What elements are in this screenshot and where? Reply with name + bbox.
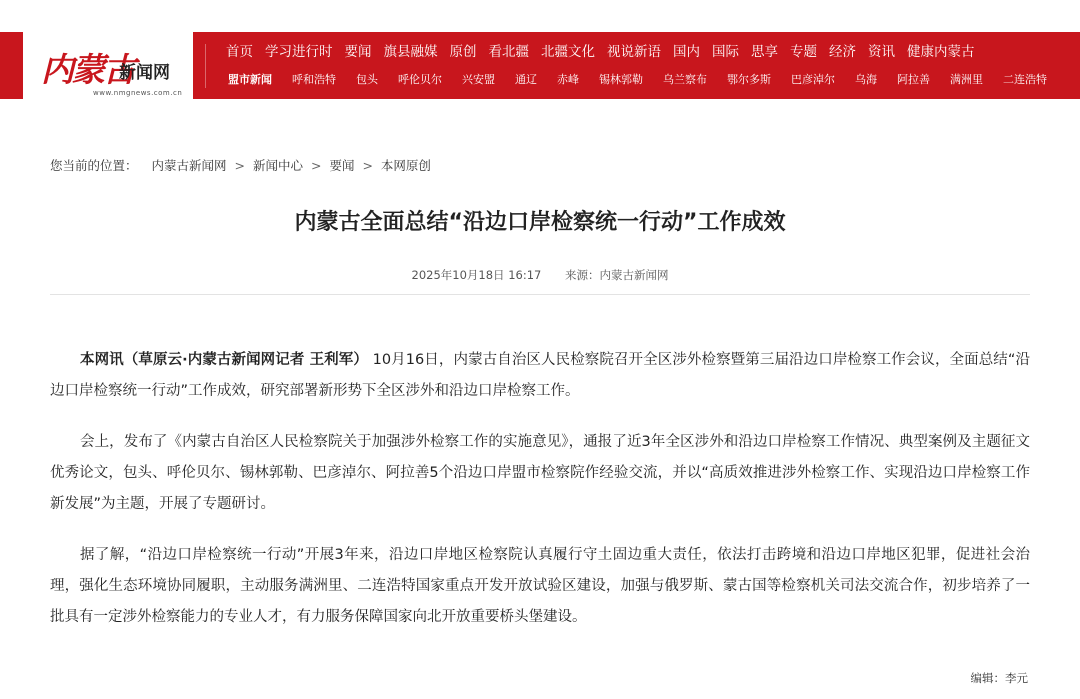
breadcrumb-news-center[interactable]: 新闻中心	[252, 158, 303, 173]
logo-name-small: 新闻网	[119, 63, 170, 83]
article-source: 来源：内蒙古新闻网	[565, 268, 669, 282]
nav-item-domestic[interactable]: 国内	[673, 44, 700, 60]
article-title: 内蒙古全面总结“沿边口岸检察统一行动”工作成效	[294, 210, 786, 235]
primary-nav	[226, 42, 987, 62]
article-paragraph-2: 会上，发布了《内蒙古自治区人民检察院关于加强涉外检察工作的实施意见》，通报了近3年全区涉外和沿边口岸检察工作情况、典型案例及主题征文优秀论文，包头、呼伦贝尔、锡林郭勒、巴彦淖尔、阿拉善5个沿边口岸盟市检察院作经验交流，并以“高质效推进涉外检察工作、实现沿边口岸检察工作新发展”为主题，开展了专题研讨。	[50, 434, 1030, 512]
breadcrumb-original[interactable]: 本网原创	[380, 158, 431, 173]
article-paragraph-1-text: 10月16日，内蒙古自治区人民检察院召开全区涉外检察暨第三届沿边口岸检察工作会议，全面总结“沿边口岸检察统一行动”工作成效，研究部署新形势下全区涉外和沿边口岸检察工作。	[50, 352, 1030, 399]
article-meta	[0, 267, 1080, 283]
nav-item-health[interactable]: 健康内蒙古	[907, 44, 975, 60]
nav-item-bayannur[interactable]: 巴彦淖尔	[791, 73, 835, 86]
nav-item-ordos[interactable]: 鄂尔多斯	[727, 73, 771, 86]
nav-item-original[interactable]: 原创	[449, 44, 477, 60]
nav-item-erenhot[interactable]: 二连浩特	[1003, 73, 1047, 86]
nav-divider	[205, 44, 206, 88]
nav-item-manzhouli[interactable]: 满洲里	[950, 73, 983, 86]
nav-item-home[interactable]: 首页	[226, 44, 253, 60]
article-editor: 编辑：李元	[970, 671, 1028, 685]
nav-item-thoughts[interactable]: 思享	[751, 44, 778, 60]
secondary-nav	[228, 71, 1067, 89]
nav-item-hulunbuir[interactable]: 呼伦贝尔	[398, 73, 442, 86]
nav-item-north-culture[interactable]: 北疆文化	[541, 44, 595, 60]
title-divider	[50, 294, 1030, 295]
logo-url: www.nmgnews.com.cn	[93, 89, 183, 97]
breadcrumb	[50, 156, 431, 174]
article-lead: 本网讯（草原云·内蒙古新闻网记者 王利军）	[80, 352, 368, 368]
breadcrumb-separator: >	[234, 158, 245, 173]
nav-item-video[interactable]: 视说新语	[607, 44, 661, 60]
breadcrumb-headlines[interactable]: 要闻	[329, 158, 355, 173]
nav-item-chifeng[interactable]: 赤峰	[557, 73, 579, 86]
nav-item-north-view[interactable]: 看北疆	[488, 44, 529, 60]
breadcrumb-separator: >	[362, 158, 373, 173]
article-paragraph-3: 据了解，“沿边口岸检察统一行动”开展3年来，沿边口岸地区检察院认真履行守土固边重大责任，依法打击跨境和沿边口岸地区犯罪，促进社会治理，强化生态环境协同履职，主动服务满洲里、二连浩特国家重点开发开放试验区建设，加强与俄罗斯、蒙古国等检察机关司法交流合作，初步培养了一批具有一定涉外检察能力的专业人才，有力服务保障国家向北开放重要桥头堡建设。	[50, 547, 1030, 625]
nav-item-alxa[interactable]: 阿拉善	[897, 73, 930, 86]
nav-item-xilingol[interactable]: 锡林郭勒	[599, 73, 643, 86]
nav-item-tongliao[interactable]: 通辽	[515, 73, 537, 86]
article-body	[50, 345, 1030, 653]
breadcrumb-home[interactable]: 内蒙古新闻网	[151, 158, 227, 173]
logo-name-big: 内蒙古	[41, 50, 134, 89]
nav-item-baotou[interactable]: 包头	[356, 73, 378, 86]
article-paragraph-1	[50, 345, 1030, 407]
nav-item-county-media[interactable]: 旗县融媒	[383, 44, 438, 60]
nav-item-wuhai[interactable]: 乌海	[855, 73, 877, 86]
article-datetime: 2025年10月18日 16:17	[411, 268, 542, 282]
nav-item-league-news[interactable]: 盟市新闻	[228, 73, 272, 86]
nav-item-ulanqab[interactable]: 乌兰察布	[663, 73, 707, 86]
breadcrumb-label: 您当前的位置：	[50, 158, 138, 173]
nav-item-international[interactable]: 国际	[712, 44, 739, 60]
nav-item-topics[interactable]: 专题	[790, 44, 817, 60]
nav-item-hinggan[interactable]: 兴安盟	[462, 73, 495, 86]
nav-item-headlines[interactable]: 要闻	[344, 44, 372, 60]
nav-item-info[interactable]: 资讯	[868, 44, 895, 60]
nav-item-hohhot[interactable]: 呼和浩特	[292, 73, 336, 86]
breadcrumb-separator: >	[310, 158, 322, 173]
nav-item-study[interactable]: 学习进行时	[265, 44, 333, 60]
nav-item-economy[interactable]: 经济	[829, 44, 856, 60]
site-logo[interactable]	[23, 32, 193, 116]
